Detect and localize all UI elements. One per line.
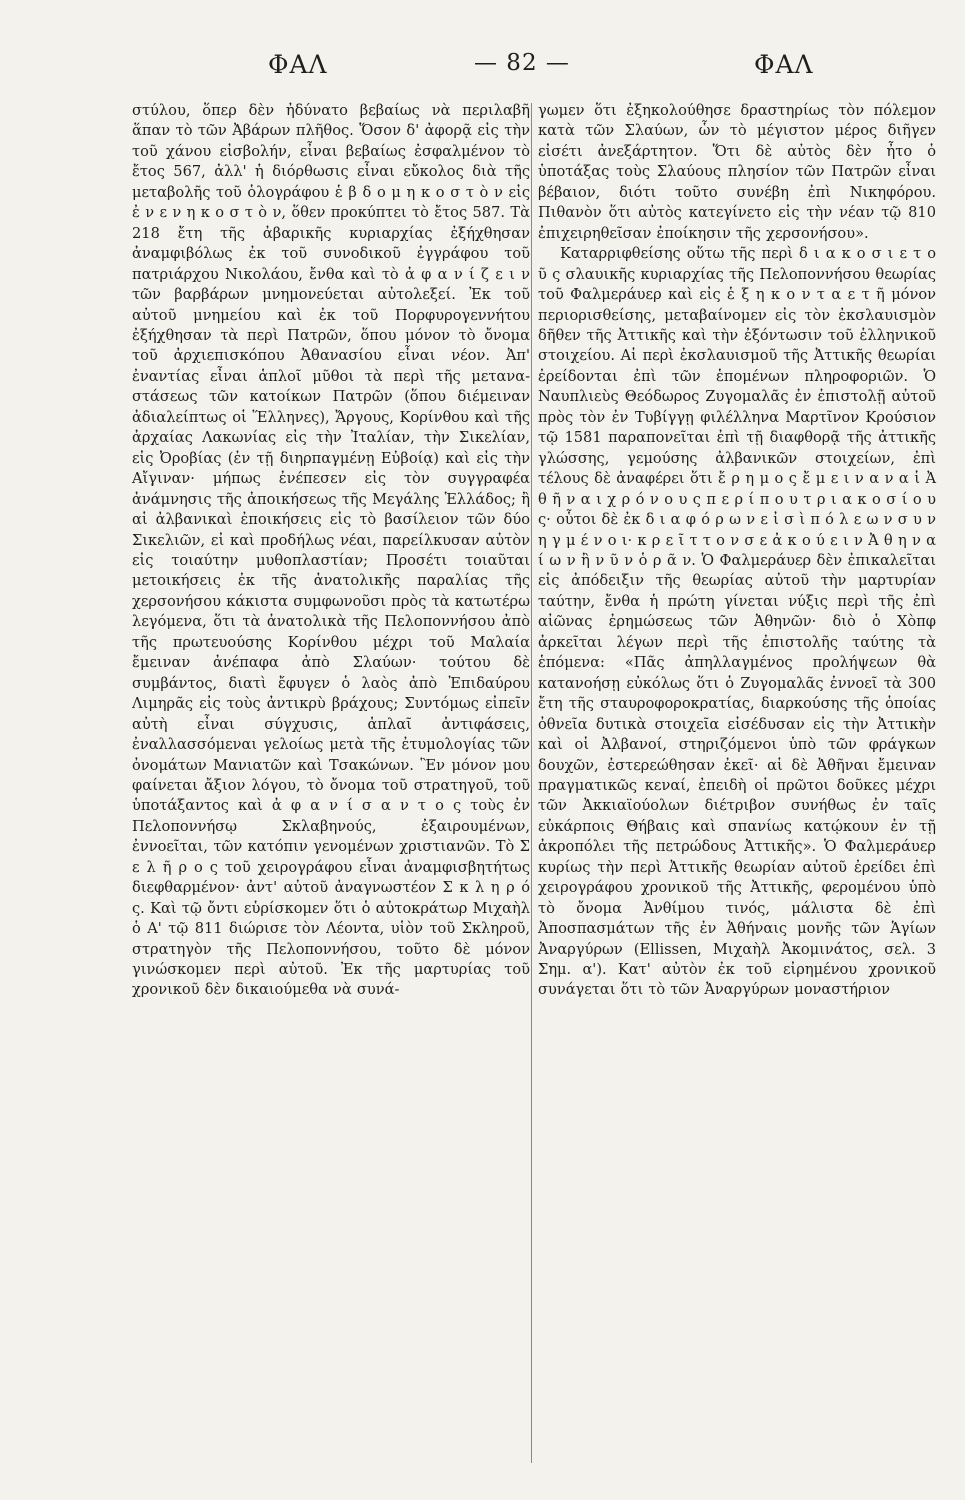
left-column	[132, 101, 530, 1001]
left-paragraph-1: στύλου, ὅπερ δὲν ἠδύνατο βεβαίως νὰ περιλαβῆ ἅπαν τὸ τῶν Ἀβάρων πλῆθος. Ὅσον δ' ἀφορᾷ εἰς τὴν τοῦ χάνου εἰσβολήν, εἶναι βεβαίως ἐσφαλμένον τὸ ἔτος 567, ἀλλ' ἡ διόρθωσις εἶναι εὔκολος διὰ τῆς μεταβολῆς τοῦ ὁλογράφου ἑ β δ ο μ η κ ο σ τ ὸ ν εἰς ἐ ν ε ν η κ ο σ τ ὸ ν, ὅθεν προκύπτει τὸ ἔτος 587. Τὰ 218 ἔτη τῆς ἀβαρικῆς κυριαρχίας ἐξήχθησαν ἀναμφιβόλως ἐκ τοῦ συνοδικοῦ ἐγγράφου τοῦ πατριάρχου Νικολάου, ἔνθα καὶ τὸ ἀ φ α ν ί ζ ε ι ν τῶν βαρβάρων μνημονεύεται αὐτολεξεί. Ἐκ τοῦ αὐτοῦ μνημείου καὶ ἐκ τοῦ Πορφυρογεννήτου ἐξήχθησαν τὰ περὶ Πατρῶν, ὅπου μόνον τὸ ὄνομα τοῦ ἀρχιεπισκόπου Ἀθανασίου εἶναι νέον. Ἀπ' ἐναντίας εἶναι ἁπλοῖ μῦθοι τὰ περὶ τῆς μεταναστάσεως τῶν κατοίκων Πατρῶν (ὅπου διέμειναν ἀδιαλείπτως οἱ Ἕλληνες), Ἄργους, Κορίνθου καὶ τῆς ἀρχαίας Λακωνίας εἰς τὴν Ἰταλίαν, τὴν Σικελίαν, εἰς Ὀροβίας (ἐν τῇ διηρπαγμένῃ Εὐβοίᾳ) καὶ εἰς τὴν Αἴγιναν· μήπως ἐνέπεσεν εἰς τὸν συγγραφέα ἀνάμνησις τῆς ἀποικήσεως τῆς Μεγάλης Ἑλλάδος; ἢ αἱ ἀλβανικαὶ ἐποικήσεις εἰς τὸ βασίλειον τῶν δύο Σικελιῶν, εἰ καὶ προδήλως νέαι, παρείλκυσαν αὐτὸν εἰς τοιαύτην μυθοπλαστίαν; Προσέτι τοιαῦται μετοικήσεις ἐκ τῆς ἀνατολικῆς παραλίας τῆς χερσονήσου κάκιστα συμφωνοῦσι πρὸς τὰ κατωτέρω λεγόμενα, ὅτι τὰ ἀνατολικὰ τῆς Πελοποννήσου ἀπὸ τῆς πρωτευούσης Κορίνθου μέχρι τοῦ Μαλαία ἔμειναν ἀνέπαφα ἀπὸ Σλαύων· τούτου δὲ συμβάντος, διατὶ ἔφυγεν ὁ λαὸς ἀπὸ Ἐπιδαύρου Λιμηρᾶς εἰς τοὺς ἀντικρὺ βράχους; Συντόμως εἰπεῖν αὐτὴ εἶναι σύγχυσις, ἁπλαῖ ἀντιφάσεις, ἐναλλασσόμεναι γελοίως μετὰ τῆς ἐτυμολογίας τῶν ὀνομάτων Μανιατῶν καὶ Τσακώνων. Ἓν μόνον μου φαίνεται ἄξιον λόγου, τὸ ὄνομα τοῦ στρατηγοῦ, τοῦ ὑποτάξαντος καὶ ἀ φ α ν ί σ α ν τ ο ς τοὺς ἐν Πελοποννήσῳ Σκλαβηνούς, ἐξαιρουμένων, ἐννοεῖται, τῶν κατόπιν γενομένων χριστιανῶν. Τὸ Σ ε λ ῆ ρ ο ς τοῦ χειρογράφου εἶναι ἀναμφισβητήτως διεφθαρμένον· ἀντ' αὐτοῦ ἀναγνωστέον Σ κ λ η ρ ό ς. Καὶ τῷ ὄντι εὑρίσκομεν ὅτι ὁ αὐτοκράτωρ Μιχαὴλ ὁ Α' τῷ 811 διώρισε τὸν Λέοντα, υἱὸν τοῦ Σκληροῦ, στρατηγὸν τῆς Πελοποννήσου, τοῦτο δὲ μόνον γινώσκομεν περὶ αὐτοῦ. Ἐκ τῆς μαρτυρίας τοῦ χρονικοῦ δὲν δικαιούμεθα νὰ συνά-	[132, 102, 530, 999]
right-paragraph-1: γωμεν ὅτι ἐξηκολούθησε δραστηρίως τὸν πόλεμον κατὰ τῶν Σλαύων, ὧν τὸ μέγιστον μέρος διῆγεν εἰσέτι ἀνεξάρτητον. Ὅτι δὲ αὐτὸς δὲν ἦτο ὁ ὑποτάξας τοὺς Σλαύους πλησίον τῶν Πατρῶν εἶναι βέβαιον, διότι τοῦτο συνέβη ἐπὶ Νικηφόρου. Πιθανὸν ὅτι αὐτὸς κατεγίνετο εἰς τὴν νέαν τῷ 810 ἐπιχειρηθεῖσαν ἐποίκησιν τῆς χερσονήσου».	[538, 102, 936, 242]
column-divider	[531, 103, 532, 1463]
header-right: ΦΑΛ	[754, 50, 814, 79]
running-head	[120, 50, 820, 90]
right-paragraph-2: Καταρριφθείσης οὕτω τῆς περὶ δ ι α κ ο σ ι ε τ ο ῦ ς σλαυικῆς κυριαρχίας τῆς Πελοποννήσου θεωρίας τοῦ Φαλμεράυερ καὶ εἰς ἑ ξ η κ ο ν τ α ε τ ῆ μόνον περιορισθείσης, μεταβαίνομεν εἰς τὸν ἐκσλαυισμὸν δῆθεν τῆς Ἀττικῆς καὶ τὴν ἐξόντωσιν τοῦ ἑλληνικοῦ στοιχείου. Αἱ περὶ ἐκσλαυισμοῦ τῆς Ἀττικῆς θεωρίαι ἐρείδονται ἐπὶ τῶν ἑπομένων πληροφοριῶν. Ὁ Ναυπλιεὺς Θεόδωρος Ζυγομαλᾶς ἐν ἐπιστολῇ αὐτοῦ πρὸς τὸν ἐν Τυβίγγῃ φιλέλληνα Μαρτῖνον Κρούσιον τῷ 1581 παραπονεῖται ἐπὶ τῇ διαφθορᾷ τῆς ἀττικῆς γλώσσης, γεμούσης ἀλβανικῶν στοιχείων, ἐπὶ τέλους δὲ ἀναφέρει ὅτι ἔ ρ η μ ο ς ἔ μ ε ι ν α ν α ἱ Ἀ θ ῆ ν α ι χ ρ ό ν ο υ ς π ε ρ ί π ο υ τ ρ ι α κ ο σ ί ο υ ς· οὗτοι δὲ ἐκ δ ι α φ ό ρ ω ν ε ἰ σ ὶ π ό λ ε ω ν σ υ ν η γ μ έ ν ο ι· κ ρ ε ῖ τ τ ο ν σ ε ἀ κ ο ύ ε ι ν Ἀ θ η ν α ί ω ν ἢ ν ῦ ν ὁ ρ ᾶ ν. Ὁ Φαλμεράυερ δὲν ἐπικαλεῖται εἰς ἀπόδειξιν τῆς θεωρίας αὐτοῦ τὴν μαρτυρίαν ταύτην, ἔνθα ἡ πρώτη γίνεται νύξις περὶ τῆς ἐπὶ αἰῶνας ἐρημώσεως τῶν Ἀθηνῶν· διὸ ὁ Χὸπφ ἀρκεῖται λέγων περὶ τῆς ἐπιστολῆς ταύτης τὰ ἑπόμενα: «Πᾶς ἀπηλλαγμένος προλήψεων θὰ κατανοήσῃ εὐκόλως ὅτι ὁ Ζυγομαλᾶς ἐννοεῖ τὰ 300 ἔτη τῆς σταυροφοροκρατίας, διαρκούσης τῆς ὁποίας ὀθνεῖα δυτικὰ στοιχεῖα εἰσέδυσαν εἰς τὴν Ἀττικὴν καὶ οἱ Ἀλβανοί, στηριζόμενοι ὑπὸ τῶν φράγκων δουχῶν, ἐστερεώθησαν ἐκεῖ· αἱ δὲ Ἀθῆναι ἔμειναν πραγματικῶς κεναί, ἐπειδὴ οἱ πρῶτοι δοῦκες μέχρι τῶν Ἀκκιαϊούολων διέτριβον συνήθως ἐν ταῖς εὐκάρποις Θήβαις καὶ σπανίως κατῴκουν ἐν τῇ ἀκροπόλει τῆς πετρώδους Ἀττικῆς». Ὁ Φαλμεράυερ κυρίως τὴν περὶ Ἀττικῆς θεωρίαν αὐτοῦ ἐρείδει ἐπὶ χειρογράφου χρονικοῦ τῆς Ἀττικῆς, φερομένου ὑπὸ τὸ ὄνομα Ἀνθίμου τινός, μάλιστα δὲ ἐπὶ Ἀποσπασμάτων τῆς ἐν Ἀθήναις μονῆς τῶν Ἁγίων Ἀναργύρων (Ellissen, Μιχαὴλ Ἀκομινάτος, σελ. 3 Σημ. α'). Κατ' αὐτὸν ἐκ τοῦ εἰρημένου χρονικοῦ συνάγεται ὅτι τὸ τῶν Ἀναργύρων μοναστήριον	[538, 245, 936, 999]
right-column	[538, 101, 936, 1001]
page-number: — 82 —	[474, 50, 570, 76]
header-left: ΦΑΛ	[268, 50, 328, 79]
